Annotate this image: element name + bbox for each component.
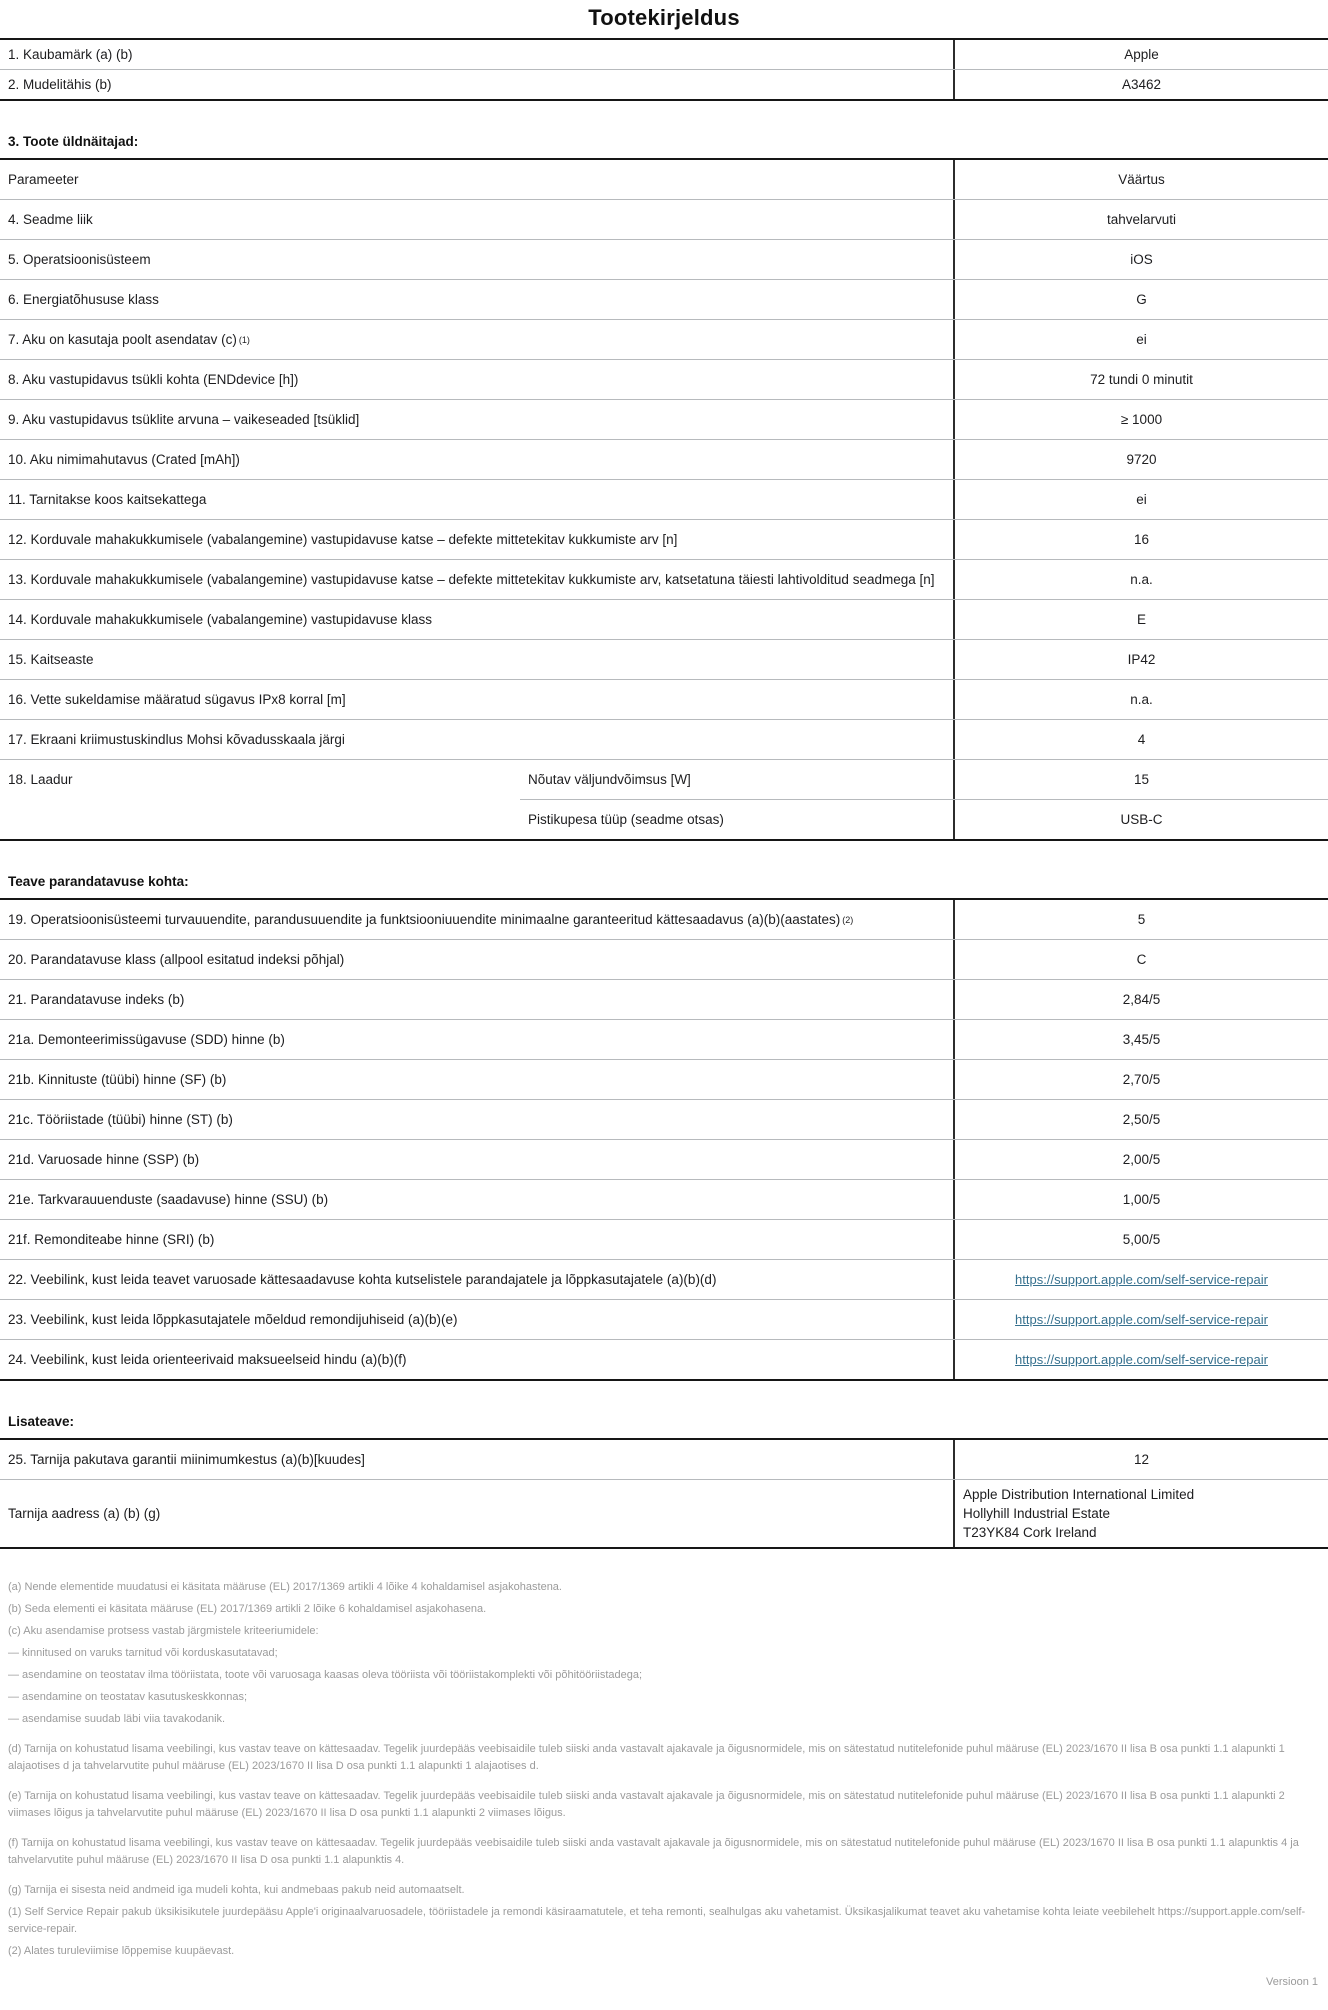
row-value: C: [953, 940, 1328, 979]
footnote-e: (e) Tarnija on kohustatud lisama veebilingi, kus vastav teave on kättesaadav. Tegelik juurdepääs veebisaidile tuleb siiski anda vastavalt ajakavale ja õigusnormidele, mis on sätestatud nutitelefonide puhul määruse (EL) 2023/1670 II lisa B osa punkti 1.1 alapunkti 2 viimases lõigus ja tahvelarvutite puhul määruse (EL) 2023/1670 II lisa D osa punkti 1.1 alapunkti 2 viimases lõigus.: [8, 1790, 1285, 1819]
table-row: [0, 1299, 1328, 1339]
table-row: [0, 40, 1328, 69]
row-label: 5. Operatsioonisüsteem: [8, 252, 151, 267]
table-row: [0, 679, 1328, 719]
footnote-b: (b) Seda elementi ei käsitata määruse (EL) 2017/1369 artikli 2 lõike 6 kohaldamisel asjakohasena.: [8, 1603, 487, 1615]
row-label: 21a. Demonteerimissügavuse (SDD) hinne (b): [8, 1032, 285, 1047]
table-row: [0, 900, 1328, 939]
row-value: 1,00/5: [953, 1180, 1328, 1219]
table-row: [0, 199, 1328, 239]
row-value: ≥ 1000: [953, 400, 1328, 439]
row-value: G: [953, 280, 1328, 319]
table-row: [0, 1139, 1328, 1179]
row-label: 24. Veebilink, kust leida orienteerivaid maksueelseid hindu (a)(b)(f): [8, 1352, 407, 1367]
row-label: 21b. Kinnituste (tüübi) hinne (SF) (b): [8, 1072, 227, 1087]
row-value: [953, 1300, 1328, 1339]
row-label: 25. Tarnija pakutava garantii miinimumkestus (a)(b)[kuudes]: [8, 1452, 365, 1467]
charger-subtable: [520, 760, 1328, 839]
sub-row-label: Nõutav väljundvõimsus [W]: [528, 772, 691, 787]
footnote-1: (1) Self Service Repair pakub üksikisikutele juurdepääsu Apple'i originaalvaruosadele, tööriistadele ja remondi käsiraamatutele, et teha remonti, sealhulgas aku vahetamist. Üksikasjalikumat teavet aku vahetamise kohta leiate veebilehelt https://support.apple.com/self-service-repair.: [8, 1906, 1306, 1935]
row-value: [953, 1340, 1328, 1379]
footnote-g: (g) Tarnija ei sisesta neid andmeid iga mudeli kohta, kui andmebaas pakub neid automaatselt.: [8, 1884, 465, 1896]
brand-model-table: [0, 38, 1328, 101]
row-value: n.a.: [953, 560, 1328, 599]
section-title-general: 3. Toote üldnäitajad:: [8, 134, 139, 149]
table-row: [0, 439, 1328, 479]
row-label: 13. Korduvale mahakukkumisele (vabalangemine) vastupidavuse katse – defekte mittetekitav kukkumiste arv, katsetatuna täiesti lahtivolditud seadmega [n]: [8, 572, 935, 587]
row-value: E: [953, 600, 1328, 639]
row-value: USB-C: [953, 800, 1328, 839]
row-value: 72 tundi 0 minutit: [953, 360, 1328, 399]
row-label: Tarnija aadress (a) (b) (g): [8, 1506, 161, 1521]
row-value: 2,84/5: [953, 980, 1328, 1019]
row-value: 2,50/5: [953, 1100, 1328, 1139]
footnote-d: (d) Tarnija on kohustatud lisama veebilingi, kus vastav teave on kättesaadav. Tegelik juurdepääs veebisaidile tuleb siiski anda vastavalt ajakavale ja õigusnormidele, mis on sätestatud nutitelefonide puhul määruse (EL) 2023/1670 II lisa B osa punkti 1.1 alapunkti 1 alajaotises d ja tahvelarvutite puhul määruse (EL) 2023/1670 II lisa D osa punkti 1.1 alapunkti 1 alajaotises d.: [8, 1743, 1285, 1772]
row-value: 15: [953, 760, 1328, 799]
row-label: 14. Korduvale mahakukkumisele (vabalangemine) vastupidavuse klass: [8, 612, 432, 627]
address-line: Hollyhill Industrial Estate: [963, 1506, 1111, 1521]
table-row: [0, 599, 1328, 639]
row-label: 22. Veebilink, kust leida teavet varuosade kättesaadavuse kohta kutselistele parandajatele ja lõppkasutajatele (a)(b)(d): [8, 1272, 717, 1287]
row-value: 4: [953, 720, 1328, 759]
row-value: iOS: [953, 240, 1328, 279]
row-label: 17. Ekraani kriimustuskindlus Mohsi kõvadusskaala järgi: [8, 732, 345, 747]
row-label: 12. Korduvale mahakukkumisele (vabalangemine) vastupidavuse katse – defekte mittetekitav kukkumiste arv [n]: [8, 532, 678, 547]
footnote-f: (f) Tarnija on kohustatud lisama veebilingi, kus vastav teave on kättesaadav. Tegelik juurdepääs veebisaidile tuleb siiski anda vastavalt ajakavale ja õigusnormidele, mis on sätestatud nutitelefonide puhul määruse (EL) 2023/1670 II lisa B osa punkti 1.1 alapunktis 4 ja tahvelarvutite puhul määruse (EL) 2023/1670 II lisa D osa punkti 1.1 alapunktis 4.: [8, 1837, 1299, 1866]
row-label: 8. Aku vastupidavus tsükli kohta (ENDdevice [h]): [8, 372, 299, 387]
row-value: [953, 1260, 1328, 1299]
row-label-text: 19. Operatsioonisüsteemi turvauuendite, parandusuuendite ja funktsiooniuuendite minimaalne garanteeritud kättesaadavus (a)(b)(aastates): [8, 912, 841, 927]
footnote-c-item: — asendamine on teostatav ilma tööriistata, toote või varuosaga kaasas oleva tööriista või tööriistakomplekti või põhitööriistadega;: [8, 1669, 643, 1681]
row-value: ei: [953, 320, 1328, 359]
row-value: n.a.: [953, 680, 1328, 719]
sub-row-label: Pistikupesa tüüp (seadme otsas): [528, 812, 724, 827]
footnote-c-item: — asendamine on teostatav kasutuskeskkonnas;: [8, 1691, 248, 1703]
row-value: 2,70/5: [953, 1060, 1328, 1099]
row-value: 5: [953, 900, 1328, 939]
row-label: 21c. Tööriistade (tüübi) hinne (ST) (b): [8, 1112, 233, 1127]
row-label-text: 7. Aku on kasutaja poolt asendatav (c): [8, 332, 237, 347]
table-row: [0, 1219, 1328, 1259]
row-value: 5,00/5: [953, 1220, 1328, 1259]
general-characteristics-table: [0, 158, 1328, 841]
row-label: 9. Aku vastupidavus tsüklite arvuna – vaikeseaded [tsüklid]: [8, 412, 360, 427]
table-row: [0, 359, 1328, 399]
table-row: [0, 1339, 1328, 1379]
row-value: tahvelarvuti: [953, 200, 1328, 239]
row-label: 10. Aku nimimahutavus (Crated [mAh]): [8, 452, 240, 467]
row-label: 11. Tarnitakse koos kaitsekattega: [8, 492, 207, 507]
table-row: [0, 1179, 1328, 1219]
row-value: 3,45/5: [953, 1020, 1328, 1059]
footnote-c-item: — asendamise suudab läbi viia tavakodanik.: [8, 1713, 226, 1725]
page-title: Tootekirjeldus: [588, 5, 740, 30]
footnote-a: (a) Nende elementide muudatusi ei käsitata määruse (EL) 2017/1369 artikli 4 lõike 4 kohaldamisel asjakohastena.: [8, 1581, 562, 1593]
row-label: 21e. Tarkvarauuenduste (saadavuse) hinne (SSU) (b): [8, 1192, 329, 1207]
row-value: 12: [953, 1440, 1328, 1479]
table-row: [0, 1259, 1328, 1299]
table-row: [0, 239, 1328, 279]
row-value: 9720: [953, 440, 1328, 479]
table-row: [0, 939, 1328, 979]
row-label: 23. Veebilink, kust leida lõppkasutajatele mõeldud remondijuhiseid (a)(b)(e): [8, 1312, 458, 1327]
row-value: A3462: [953, 70, 1328, 99]
row-value: Apple: [953, 40, 1328, 69]
table-row: [0, 479, 1328, 519]
row-value: IP42: [953, 640, 1328, 679]
row-label: 21. Parandatavuse indeks (b): [8, 992, 185, 1007]
table-header-row: [0, 160, 1328, 199]
supplier-address-row: [0, 1479, 1328, 1547]
footnote-c-item: — kinnitused on varuks tarnitud või korduskasutatavad;: [8, 1647, 278, 1659]
version-label: Versioon 1: [1266, 1976, 1318, 1988]
repairability-table: [0, 898, 1328, 1381]
row-value: 2,00/5: [953, 1140, 1328, 1179]
footnotes: [0, 1579, 1328, 1960]
repair-link[interactable]: https://support.apple.com/self-service-repair: [1015, 1352, 1268, 1367]
row-value: ei: [953, 480, 1328, 519]
row-label: 20. Parandatavuse klass (allpool esitatud indeksi põhjal): [8, 952, 345, 967]
row-label: 1. Kaubamärk (a) (b): [8, 47, 133, 62]
table-row: [520, 799, 1328, 839]
table-row: [0, 69, 1328, 99]
table-row: [0, 1440, 1328, 1479]
row-label: 2. Mudelitähis (b): [8, 77, 112, 92]
additional-info-table: [0, 1438, 1328, 1549]
table-row: [0, 1019, 1328, 1059]
table-row: [0, 639, 1328, 679]
footnote-c: (c) Aku asendamise protsess vastab järgmistele kriteeriumidele:: [8, 1625, 319, 1637]
row-label: 16. Vette sukeldamise määratud sügavus IPx8 korral [m]: [8, 692, 346, 707]
column-header-parameter: Parameeter: [8, 172, 79, 187]
charger-row: [0, 759, 1328, 839]
table-row: [0, 1059, 1328, 1099]
row-label: 21f. Remonditeabe hinne (SRI) (b): [8, 1232, 215, 1247]
row-label: 6. Energiatõhususe klass: [8, 292, 159, 307]
column-header-value: Väärtus: [953, 160, 1328, 199]
supplier-address: [953, 1480, 1328, 1547]
table-row: [520, 760, 1328, 799]
row-label: 21d. Varuosade hinne (SSP) (b): [8, 1152, 200, 1167]
table-row: [0, 399, 1328, 439]
table-row: [0, 1099, 1328, 1139]
footnote-2: (2) Alates turuleviimise lõppemise kuupäevast.: [8, 1945, 235, 1957]
address-line: Apple Distribution International Limited: [963, 1487, 1195, 1502]
table-row: [0, 559, 1328, 599]
repair-link[interactable]: https://support.apple.com/self-service-repair: [1015, 1312, 1268, 1327]
row-label: 18. Laadur: [8, 772, 73, 787]
row-label: 4. Seadme liik: [8, 212, 93, 227]
table-row: [0, 719, 1328, 759]
table-row: [0, 979, 1328, 1019]
repair-link[interactable]: https://support.apple.com/self-service-repair: [1015, 1272, 1268, 1287]
table-row: [0, 519, 1328, 559]
table-row: [0, 319, 1328, 359]
address-line: T23YK84 Cork Ireland: [963, 1525, 1097, 1540]
row-label: 7. Aku on kasutaja poolt asendatav (c) (1): [8, 332, 250, 347]
row-value: 16: [953, 520, 1328, 559]
table-row: [0, 279, 1328, 319]
row-label: 19. Operatsioonisüsteemi turvauuendite, parandusuuendite ja funktsiooniuuendite minimaalne garanteeritud kättesaadavus (a)(b)(aastates) (2): [8, 912, 854, 927]
row-label: 15. Kaitseaste: [8, 652, 94, 667]
section-title-additional: Lisateave:: [8, 1414, 75, 1429]
section-title-repairability: Teave parandatavuse kohta:: [8, 874, 189, 889]
